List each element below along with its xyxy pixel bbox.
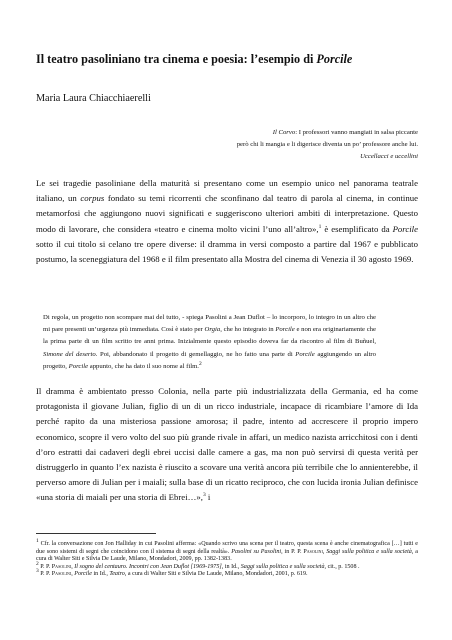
fn3-text-c: in Id., — [91, 571, 110, 578]
fn1-italic-2: Saggi sulla politica e sulla società — [326, 548, 412, 555]
quote-text-2: , che ho integrato in — [220, 326, 276, 334]
epigraph-text-1: : I professori vanno mangiati in salsa piccante — [295, 129, 418, 136]
p1-text-2: fondato su temi ricorrenti che sconfinano dal teatro di parola al cinema, in continue metamorfosi che aggiungono nuovi significati e suggeriscono ulteriori ambiti di interpretazione. Questo modo di lavorare, che considera «teatro e cinema molto vicini l’uno all’altro», — [36, 193, 419, 234]
fn1-text-d: , a cura di Walter Siti e Silvia De Laude, Milano, Mondadori, 2009, pp. 1382-1383. — [36, 548, 418, 563]
quote-italic-1: Orgia — [204, 326, 221, 334]
p2-text-1: Il dramma è ambientato presso Colonia, nella parte più industrializzata della Germania, ed ha come protagonista il giovane Julian, figlio di un di un ricco industriale, incapace di ricambiare l’amore di Ida perché rapito da una misteriosa passione amorosa; il padre, intento ad accrescere il proprio impero economico, scopre il vero volto del suo più grande rivale in affari, un medico nazista arricchitosi con i denti d’oro estratti dai cadaveri degli ebrei uccisi dalle camere a gas, ma non può servirsi di questa verità per distruggerlo in quanto l’ex nazista è riuscito a scovare una verità ancora più terribile che lo annienterebbe, il perverso amore di Julian per i maiali; sulla base di un ricatto reciproco, che con lucida ironia Julian definisce «una storia di maiali per una storia di Ebrei…», — [36, 386, 418, 503]
quote-italic-3: Simone del deserto — [43, 350, 96, 358]
epigraph-source — [188, 151, 418, 163]
fn2-italic: Il sogno del centauro. Incontri con Jean Duflot [1969-1975] — [74, 563, 222, 570]
quote-italic-5: Porcile — [68, 362, 89, 370]
quote-italic-2: Porcile — [275, 326, 295, 334]
footnote-number-2: 2 — [36, 560, 39, 567]
footnote-number-3: 3 — [36, 568, 39, 575]
epigraph-speaker: Il Corvo — [272, 129, 296, 136]
quote-text-4: . Poi, abbandonato il progetto di gemellaggio, ne ho fatto una parte di — [95, 350, 296, 358]
fn3-text-a: P. P. — [38, 571, 52, 578]
p1-text-1: Le sei tragedie pasoliniane della maturità si presentano come un esempio unico nel panorama teatrale italiano, un — [36, 178, 418, 204]
title-text: Il teatro pasoliniano tra cinema e poesia: l’esempio di — [36, 52, 317, 66]
body-paragraph-2 — [36, 384, 418, 506]
footnotes — [36, 538, 418, 579]
p1-italic-1: corpus — [80, 193, 105, 204]
fn3-text-b: , — [71, 571, 75, 578]
fn2-author: Pasolini — [51, 563, 72, 570]
fn2-text-c: , in Id., — [221, 563, 241, 570]
footnote-divider — [36, 533, 156, 534]
footnote-ref-3[interactable]: 3 — [202, 492, 206, 499]
footnote-number-1: 1 — [36, 538, 39, 544]
p2-text-2: i — [205, 492, 211, 503]
fn1-text-c: , — [322, 548, 327, 555]
footnote-3 — [36, 568, 418, 579]
fn3-author: Pasolini — [51, 571, 72, 578]
fn2-text-a: P. P. — [38, 563, 52, 570]
block-quote — [43, 312, 376, 373]
fn1-author: Pasolini — [303, 548, 323, 555]
p1-text-4: sotto il cui titolo si celano tre opere diverse: il dramma in versi composto a partire dal 1967 e pubblicato postumo, la sceneggiatura del 1968 e il film presentato alla Mostra del cinema di Venezia il 30 agosto 1969. — [36, 238, 418, 265]
fn2-text-b: , — [71, 563, 75, 570]
quote-text-6: appunto, che ha dato il suo nome al film. — [88, 362, 199, 370]
footnote-ref-1[interactable]: 1 — [318, 223, 322, 230]
fn1-text-b: , in P. P. — [281, 548, 304, 555]
paper-title — [36, 52, 352, 67]
epigraph-line-1 — [188, 127, 418, 139]
author-name: Maria Laura Chiacchiaerelli — [36, 93, 151, 104]
fn2-text-d: , cit., p. 1508 . — [324, 563, 360, 570]
fn3-text-d: , a cura di Walter Siti e Silvia De Laude, Milano, Mondadori, 2001, p. 619. — [124, 571, 308, 578]
epigraph-line-2: però chi li mangia e li digerisce diventa un po’ professore anche lui. — [236, 140, 418, 148]
epigraph-source-title: Uccellacci e uccellini — [360, 152, 418, 160]
quote-text-3: e non era originariamente che la prima parte di un film scritto tre anni prima. Inizialmente questo episodio doveva far da riscontro al film di Buñuel, — [43, 326, 376, 346]
p1-italic-2: Porcile — [392, 223, 418, 234]
fn2-italic-2: Saggi sulla politica e sulla società — [240, 563, 325, 570]
body-paragraph-1 — [36, 176, 418, 267]
quote-text-5: aggiungendo un altro progetto, — [43, 350, 376, 370]
title-italic: Porcile — [316, 52, 353, 66]
fn3-italic-2: Teatro — [109, 571, 125, 578]
footnote-ref-2[interactable]: 2 — [198, 360, 202, 367]
fn3-italic: Porcile — [74, 571, 92, 578]
quote-italic-4: Porcile — [295, 350, 315, 358]
footnote-1 — [36, 538, 418, 564]
quote-text-1: Di regola, un progetto non scompare mai del tutto, - spiega Pasolini a Jean Duflot – lo incorporo, lo integro in un altro che mi pare presenti un’urgenza più immediata. Così è stato per — [43, 314, 376, 334]
p1-text-3: è esemplificato da — [321, 223, 393, 234]
fn1-italic: Pasolini su Pasolini — [231, 548, 282, 555]
epigraph — [188, 127, 418, 162]
fn1-text-a: Cfr. la conversazione con Jon Halliday in cui Pasolini afferma: «Quando scrivo una scena per il teatro, questa scena è anche cinematografica […] tutti e due sono sistemi di segni che coincidono con il sistema di segni della realtà». — [36, 541, 418, 555]
